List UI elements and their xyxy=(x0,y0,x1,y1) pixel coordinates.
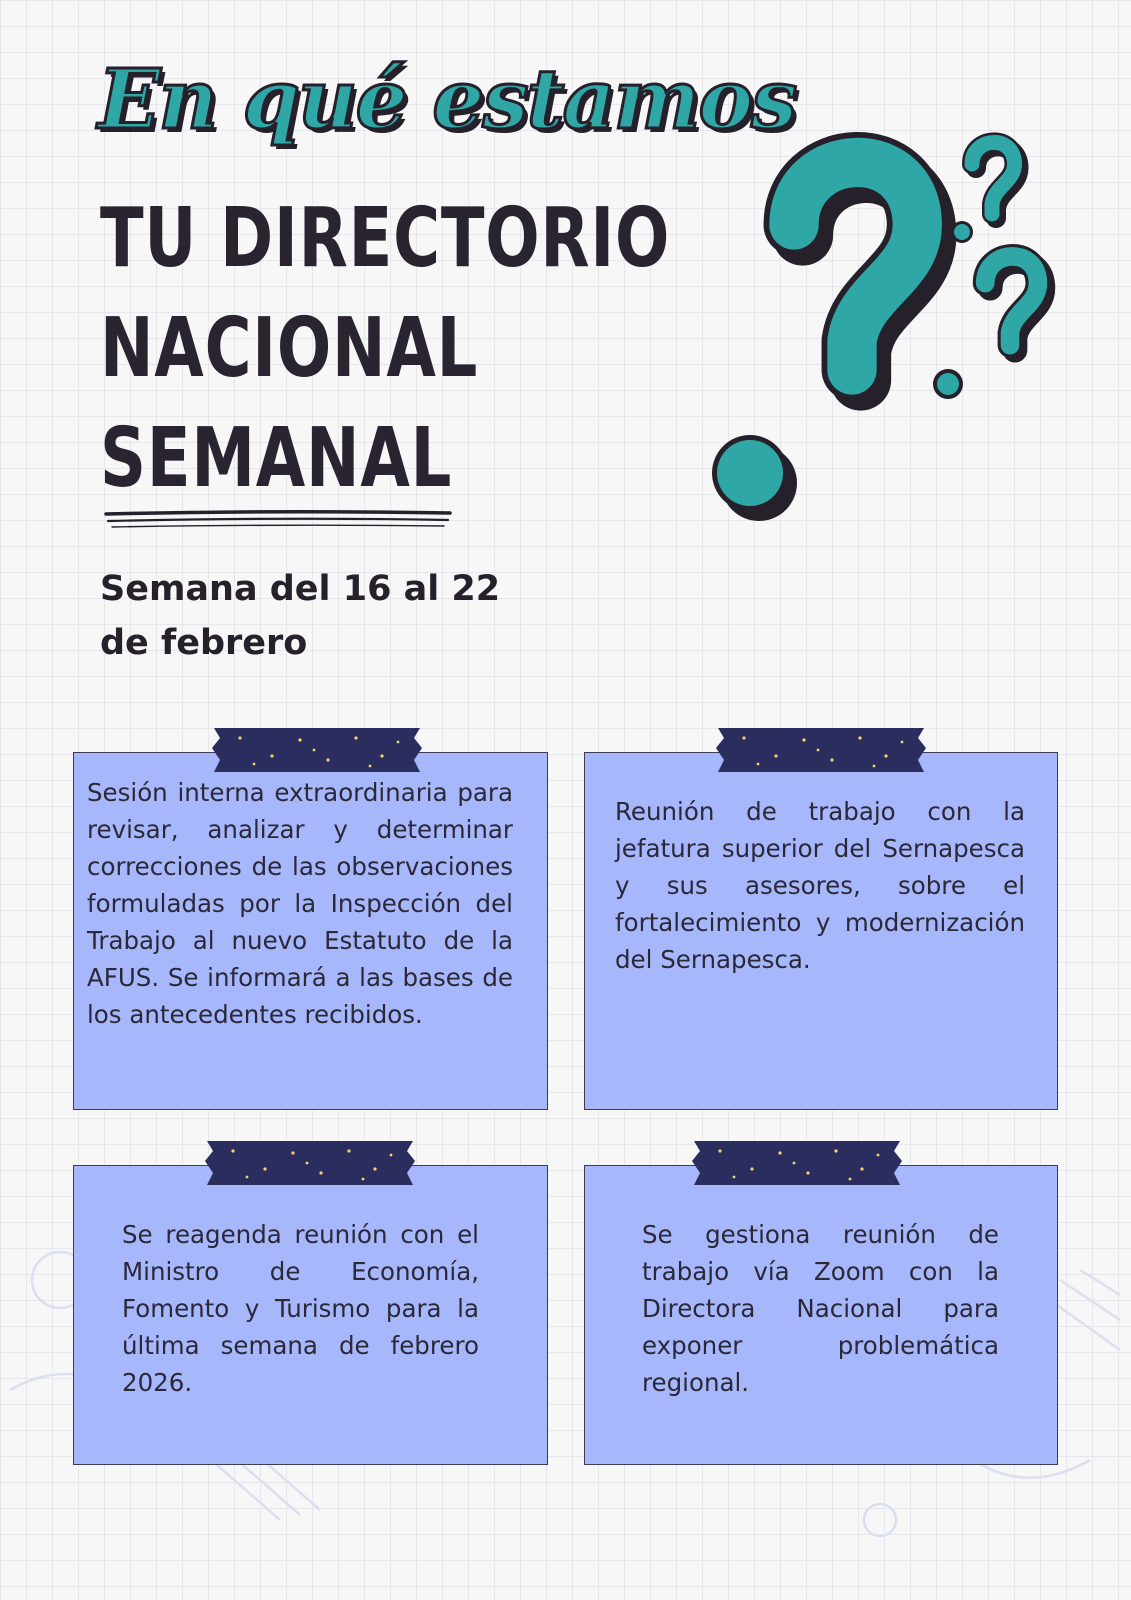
washi-tape-icon xyxy=(210,726,424,774)
question-mark-icon xyxy=(700,128,1100,538)
title-line-3: SEMANAL xyxy=(100,411,453,506)
card-4-text: Se gestiona reunión de trabajo vía Zoom con la Directora Nacional para exponer problemática regional. xyxy=(642,1220,999,1397)
washi-tape-icon xyxy=(714,726,928,774)
card-3-text: Se reagenda reunión con el Ministro de Economía, Fomento y Turismo para la última semana de febrero 2026. xyxy=(122,1220,479,1397)
title-line-1: TU DIRECTORIO xyxy=(100,191,671,286)
week-range: Semana del 16 al 22 de febrero xyxy=(100,569,501,663)
title-underline-icon xyxy=(104,508,452,530)
washi-tape-icon xyxy=(203,1139,417,1187)
script-heading: En qué estamos xyxy=(98,52,796,148)
title-line-2: NACIONAL xyxy=(100,301,479,396)
washi-tape-icon xyxy=(690,1139,904,1187)
card-2-text: Reunión de trabajo con la jefatura superior del Sernapesca y sus asesores, sobre el fortalecimiento y modernización del Sernapesca. xyxy=(615,797,1025,974)
card-1-text: Sesión interna extraordinaria para revisar, analizar y determinar correcciones de las observaciones formuladas por la Inspección del Trabajo al nuevo Estatuto de la AFUS. Se informará a las bases de los antecedentes recibidos. xyxy=(87,778,513,1029)
